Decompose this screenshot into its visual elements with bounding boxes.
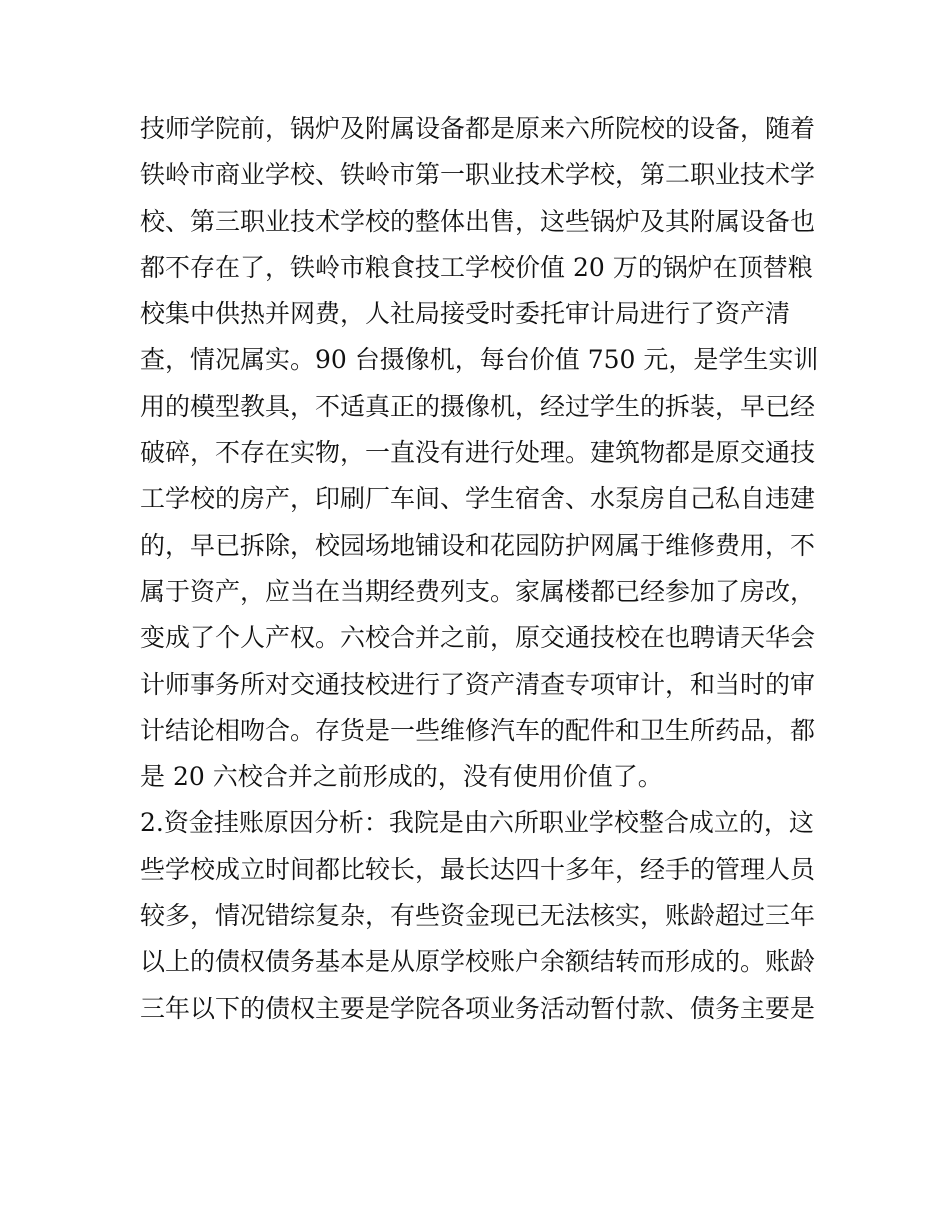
text-line: 工学校的房产，印刷厂车间、学生宿舍、水泵房自己私自违建 [140,484,816,514]
text-line: 都不存在了，铁岭市粮食技工学校价值 20 万的锅炉在顶替粮 [140,252,813,282]
text-line: 技师学院前，锅炉及附属设备都是原来六所院校的设备，随着 [140,114,816,143]
text-line: 铁岭市商业学校、铁岭市第一职业技术学校，第二职业技术学 [140,160,816,190]
text-line: 计师事务所对交通技校进行了资产清查专项审计，和当时的审 [140,669,816,699]
text-line: 的，早已拆除，校园场地铺设和花园防护网属于维修费用，不 [140,530,816,560]
text-line: 查，情况属实。90 台摄像机，每台价值 750 元，是学生实训 [140,345,819,375]
text-line: 些学校成立时间都比较长，最长达四十多年，经手的管理人员 [140,854,816,884]
text-line: 变成了个人产权。六校合并之前，原交通技校在也聘请天华会 [140,623,816,653]
text-line: 三年以下的债权主要是学院各项业务活动暂付款、债务主要是 [140,993,816,1023]
text-line: 以上的债权债务基本是从原学校账户余额结转而形成的。账龄 [140,947,816,977]
body-text [140,106,820,1032]
text-line: 校、第三职业技术学校的整体出售，这些锅炉及其附属设备也 [140,206,816,236]
section-heading-line: 2.资金挂账原因分析：我院是由六所职业学校整合成立的，这 [140,808,814,838]
text-line: 校集中供热并网费，人社局接受时委托审计局进行了资产清 [140,299,791,329]
text-line: 计结论相吻合。存货是一些维修汽车的配件和卫生所药品，都 [140,715,816,745]
text-line: 是 20 六校合并之前形成的，没有使用价值了。 [140,762,663,792]
text-line: 属于资产，应当在当期经费列支。家属楼都已经参加了房改， [140,576,816,606]
text-line: 用的模型教具，不适真正的摄像机，经过学生的拆装，早已经 [140,391,816,421]
text-line: 破碎，不存在实物，一直没有进行处理。建筑物都是原交通技 [140,438,816,468]
text-line: 较多，情况错综复杂，有些资金现已无法核实，账龄超过三年 [140,901,816,931]
